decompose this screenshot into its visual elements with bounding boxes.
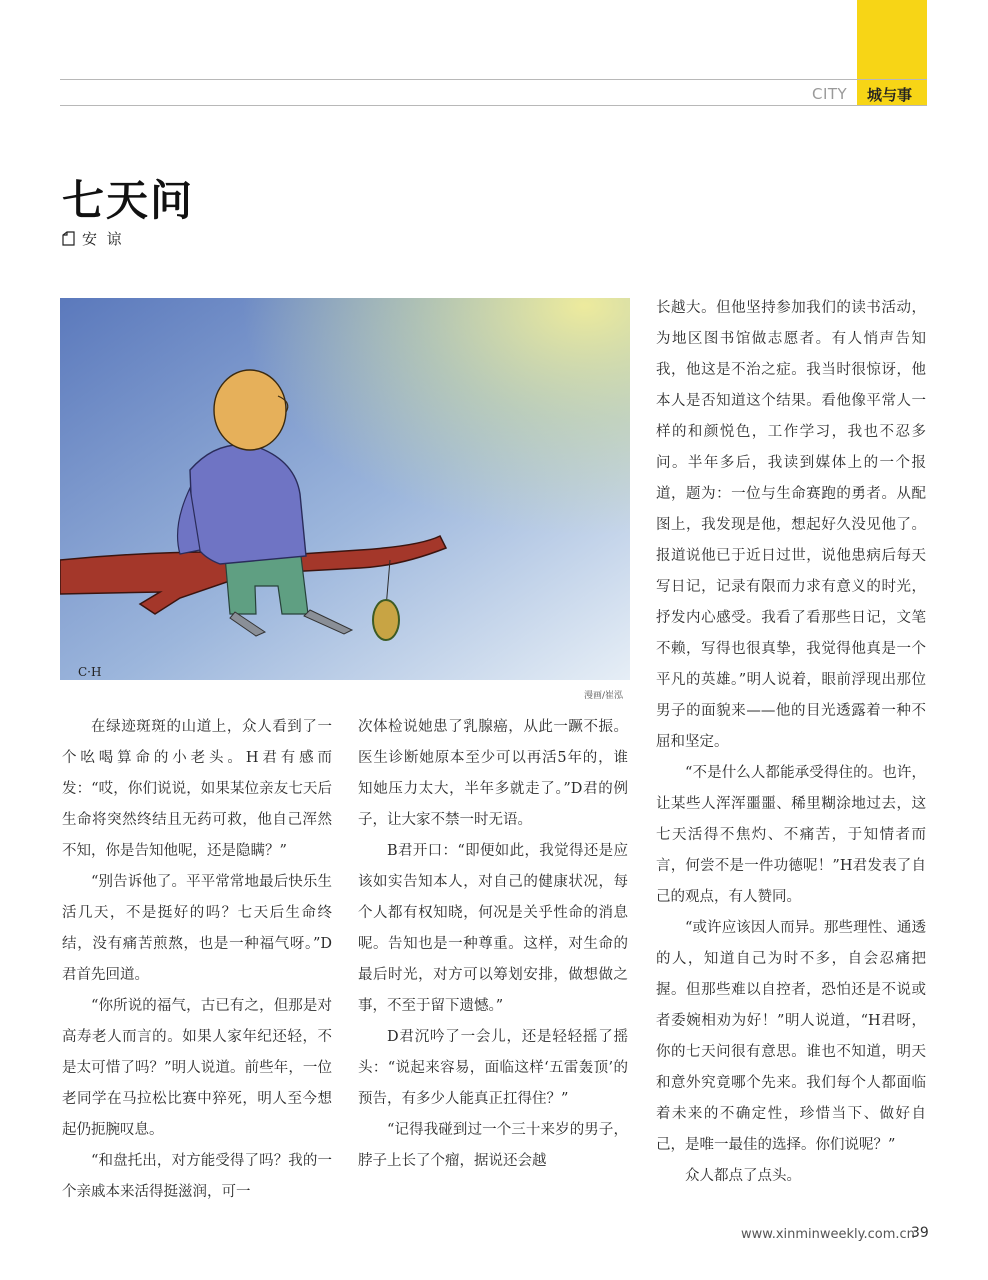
paragraph: “记得我碰到过一个三十来岁的男子，脖子上长了个瘤，据说还会越 [358, 1122, 628, 1169]
page-number: 39 [911, 1225, 929, 1241]
paragraph: “不是什么人都能承受得住的。也许，让某些人浑浑噩噩、稀里糊涂地过去，这七天活得不焦灼、不痛苦，于知情者而言，何尝不是一件功德呢！”H君发表了自己的观点，有人赞同。 [656, 765, 926, 905]
header-rule-bottom [60, 105, 927, 106]
paragraph: 众人都点了点头。 [685, 1168, 801, 1184]
illustration-signature: C·H [78, 665, 102, 679]
paragraph: 次体检说她患了乳腺癌，从此一蹶不振。医生诊断她原本至少可以再活5年的，谁知她压力太大，半年多就走了。”D君的例子，让大家不禁一时无语。 [358, 719, 628, 828]
author-line [62, 228, 122, 249]
illustration-caption: 漫画/崔泓 [584, 691, 624, 701]
text-column-1 [62, 712, 332, 1208]
paragraph: 在绿迹斑斑的山道上，众人看到了一个吆喝算命的小老头。H君有感而发：“哎，你们说说，如果某位亲友七天后生命将突然终结且无药可救，他自己浑然不知，你是告知他呢，还是隐瞒？” [62, 719, 332, 859]
article-title: 七天问 [62, 176, 195, 225]
author-name: 安 谅 [82, 230, 122, 248]
article-illustration [60, 298, 630, 680]
paragraph: “你所说的福气，古已有之，但那是对高寿老人而言的。如果人家年纪还轻，不是太可惜了吗？”明人说道。前些年，一位老同学在马拉松比赛中猝死，明人至今想起仍扼腕叹息。 [62, 998, 332, 1138]
section-label-en: CITY [812, 85, 848, 103]
header-rule-top [60, 79, 927, 80]
paragraph: “或许应该因人而异。那些理性、通透的人，知道自己为时不多，自会忍痛把握。但那些难以自控者，恐怕还是不说或者委婉相劝为好！”明人说道，“H君呀，你的七天问很有意思。谁也不知道，明天和意外究竟哪个先来。我们每个人都面临着未来的不确定性，珍惜当下、做好自己，是唯一最佳的选择。你们说呢？” [656, 920, 926, 1153]
text-column-2 [358, 712, 628, 1177]
paragraph: “和盘托出，对方能受得了吗？我的一个亲戚本来活得挺滋润，可一 [62, 1153, 332, 1200]
section-label-cn: 城与事 [867, 86, 913, 104]
paragraph: 长越大。但他坚持参加我们的读书活动，为地区图书馆做志愿者。有人悄声告知我，他这是不治之症。我当时很惊讶，他本人是否知道这个结果。看他像平常人一样的和颜悦色，工作学习，我也不忍多问。半年多后，我读到媒体上的一个报道，题为：一位与生命赛跑的勇者。从配图上，我发现是他，想起好久没见他了。报道说他已于近日过世，说他患病后每天写日记，记录有限而力求有意义的时光，抒发内心感受。我看了看那些日记，文笔不赖，写得也很真挚，我觉得他真是一个平凡的英雄。”明人说着，眼前浮现出那位男子的面貌来——他的目光透露着一种不屈和坚定。 [656, 300, 926, 750]
paragraph: “别告诉他了。平平常常地最后快乐生活几天，不是挺好的吗？七天后生命终结，没有痛苦煎熬，也是一种福气呀。”D君首先回道。 [62, 874, 332, 983]
text-column-3 [656, 293, 926, 1192]
paragraph: B君开口：“即便如此，我觉得还是应该如实告知本人，对自己的健康状况，每个人都有权知晓，何况是关乎性命的消息呢。告知也是一种尊重。这样，对生命的最后时光，对方可以筹划安排，做想做之事，不至于留下遗憾。” [358, 843, 628, 1014]
pen-icon [62, 231, 76, 246]
paragraph: D君沉吟了一会儿，还是轻轻摇了摇头：“说起来容易，面临这样‘五雷轰顶’的预告，有多少人能真正扛得住？” [358, 1029, 628, 1107]
footer-url: www.xinminweekly.com.cn [741, 1227, 915, 1242]
